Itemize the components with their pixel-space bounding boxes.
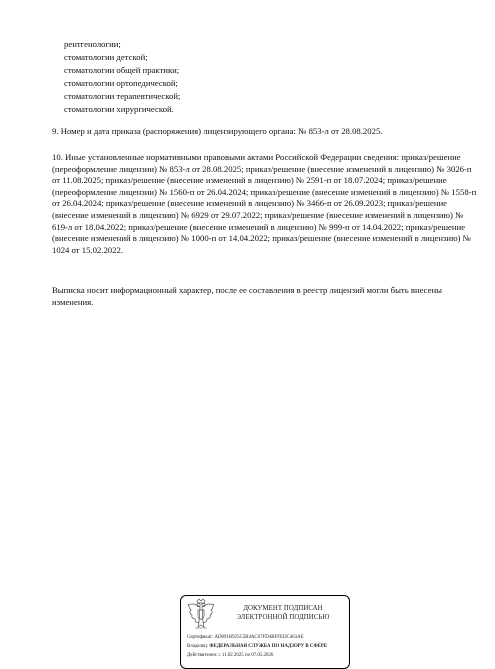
- list-item: стоматологии общей практики;: [64, 64, 180, 75]
- list-item: стоматологии хирургической.: [64, 103, 174, 114]
- list-item: стоматологии детской;: [64, 51, 148, 62]
- owner-line: [187, 644, 327, 650]
- list-item: рентгенологии;: [64, 39, 121, 49]
- validity-line: Действителен: с 11.02.2025 по 07.05.2026: [187, 653, 274, 658]
- owner-label: Владелец:: [187, 644, 209, 649]
- stamp-title-line: ДОКУМЕНТ ПОДПИСАН: [243, 605, 323, 612]
- stamp-title: [221, 605, 345, 622]
- owner-name: ФЕДЕРАЛЬНАЯ СЛУЖБА ПО НАДЗОРУ В СФЕРЕ: [209, 644, 328, 649]
- disclaimer-paragraph: Выписка носит информационный характер, после ее составления в реестр лицензий могли быть внесены изменения.: [52, 285, 442, 307]
- other-info-paragraph: 10. Иные установленные нормативными правовыми актами Российской Федерации сведения: приказ/решение (переоформление лицензии) № 853-л от 28.08.2025; приказ/решение (внесение изменений в лицензию) № 3026-п от 11.08.2025; приказ/решение (внесение изменений в лицензию) № 2591-п от 18.07.2024; приказ/решение (переоформление лицензии) № 1560-п от 26.04.2024; приказ/решение (внесение изменений в лицензию) № 1558-п от 26.04.2024; приказ/решение (внесение изменений в лицензию) № 3466-п от 26.09.2023; приказ/решение (внесение изменений в лицензию) № 6929 от 29.07.2022; приказ/решение (внесение изменений в лицензию) № 619-л от 18.04.2022; приказ/решение (внесение изменений в лицензию) № 999-п от 14.04.2022; приказ/решение (внесение изменений в лицензию) № 1000-п от 14.04.2022; приказ/решение (внесение изменений в лицензию) № 1024 от 15.02.2022.: [52, 152, 477, 255]
- stamp-title-line: ЭЛЕКТРОННОЙ ПОДПИСЬЮ: [236, 613, 330, 621]
- electronic-signature-stamp: [180, 595, 350, 669]
- certificate-line: Сертификат: AD891B925C5B4AC67FD4BFFEDC463AE: [187, 635, 304, 640]
- coat-of-arms-icon: [186, 598, 216, 632]
- list-item: стоматологии терапевтической;: [64, 90, 181, 101]
- specialty-list: [64, 38, 180, 115]
- order-number-paragraph: 9. Номер и дата приказа (распоряжения) лицензирующего органа: № 853-л от 28.08.2025.: [52, 126, 383, 136]
- list-item: стоматологии ортопедической;: [64, 77, 178, 88]
